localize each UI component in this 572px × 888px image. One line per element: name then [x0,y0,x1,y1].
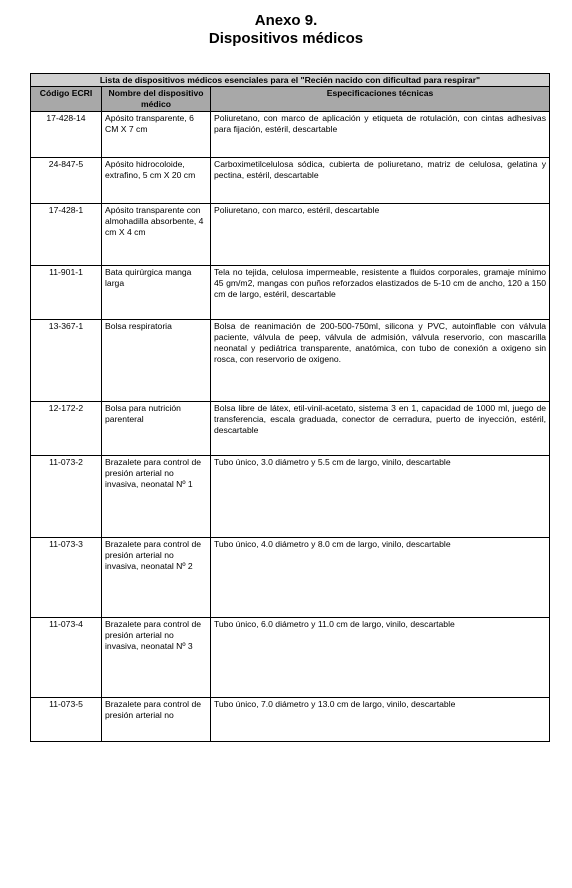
row-code: 17-428-1 [31,203,102,265]
row-code: 17-428-14 [31,111,102,157]
row-name: Brazalete para control de presión arterial no [102,697,211,741]
row-name: Brazalete para control de presión arterial no invasiva, neonatal Nº 2 [102,537,211,617]
table-header-row [31,87,550,111]
table-row [31,157,550,203]
row-specs: Tubo único, 6.0 diámetro y 11.0 cm de largo, vinilo, descartable [211,617,550,697]
row-code: 11-073-5 [31,697,102,741]
table-row [31,455,550,537]
annex-subtitle: Dispositivos médicos [208,30,364,47]
row-name: Bolsa para nutrición parenteral [102,401,211,455]
header-code: Código ECRI [31,87,102,111]
row-name: Apósito transparente, 6 CM X 7 cm [102,111,211,157]
row-name: Brazalete para control de presión arterial no invasiva, neonatal Nº 1 [102,455,211,537]
row-specs: Bolsa libre de látex, etil-vinil-acetato, sistema 3 en 1, capacidad de 1000 ml, juego de transferencia, escala graduada, conector de cerradura, puerto de inyección, estéril, descartable [211,401,550,455]
row-name: Apósito transparente con almohadilla absorbente, 4 cm X 4 cm [102,203,211,265]
row-specs: Tela no tejida, celulosa impermeable, resistente a fluidos corporales, gramaje mínimo 45 gm/m2, mangas con puños reforzados elastizados de 5-10 cm de ancho, 120 a 150 cm de largo, estéril, descartable [211,265,550,319]
table-row [31,319,550,401]
annex-title: Anexo 9. [254,12,318,29]
row-specs: Poliuretano, con marco de aplicación y etiqueta de rotulación, con cintas adhesivas para fijación, estéril, descartable [211,111,550,157]
table-caption-row [31,74,550,87]
table-row [31,401,550,455]
row-specs: Poliuretano, con marco, estéril, descartable [211,203,550,265]
row-specs: Tubo único, 7.0 diámetro y 13.0 cm de largo, vinilo, descartable [211,697,550,741]
table-caption: Lista de dispositivos médicos esenciales para el "Recién nacido con dificultad para respirar" [31,74,550,87]
row-specs: Tubo único, 3.0 diámetro y 5.5 cm de largo, vinilo, descartable [211,455,550,537]
header-specs: Especificaciones técnicas [211,87,550,111]
row-code: 11-073-4 [31,617,102,697]
table-row [31,697,550,741]
row-code: 11-073-3 [31,537,102,617]
table-row [31,203,550,265]
header-name: Nombre del dispositivo médico [102,87,211,111]
row-code: 11-073-2 [31,455,102,537]
row-code: 24-847-5 [31,157,102,203]
row-code: 11-901-1 [31,265,102,319]
table-row [31,111,550,157]
row-name: Apósito hidrocoloide, extrafino, 5 cm X 20 cm [102,157,211,203]
table-row [31,617,550,697]
row-name: Bolsa respiratoria [102,319,211,401]
row-specs: Bolsa de reanimación de 200-500-750ml, silicona y PVC, autoinflable con válvula paciente, válvula de peep, válvula de admisión, válvula reservorio, con mascarilla neonatal y pediátrica transparente, anatómica, con tubo de conexión a oxigeno sin rosca, con reservorio de oxigeno. [211,319,550,401]
row-name: Bata quirúrgica manga larga [102,265,211,319]
row-name: Brazalete para control de presión arterial no invasiva, neonatal Nº 3 [102,617,211,697]
table-row [31,537,550,617]
table-row [31,265,550,319]
row-code: 12-172-2 [31,401,102,455]
row-code: 13-367-1 [31,319,102,401]
row-specs: Carboximetilcelulosa sódica, cubierta de poliuretano, matriz de celulosa, gelatina y pectina, estéril, descartable [211,157,550,203]
devices-table [30,73,550,742]
row-specs: Tubo único, 4.0 diámetro y 8.0 cm de largo, vinilo, descartable [211,537,550,617]
